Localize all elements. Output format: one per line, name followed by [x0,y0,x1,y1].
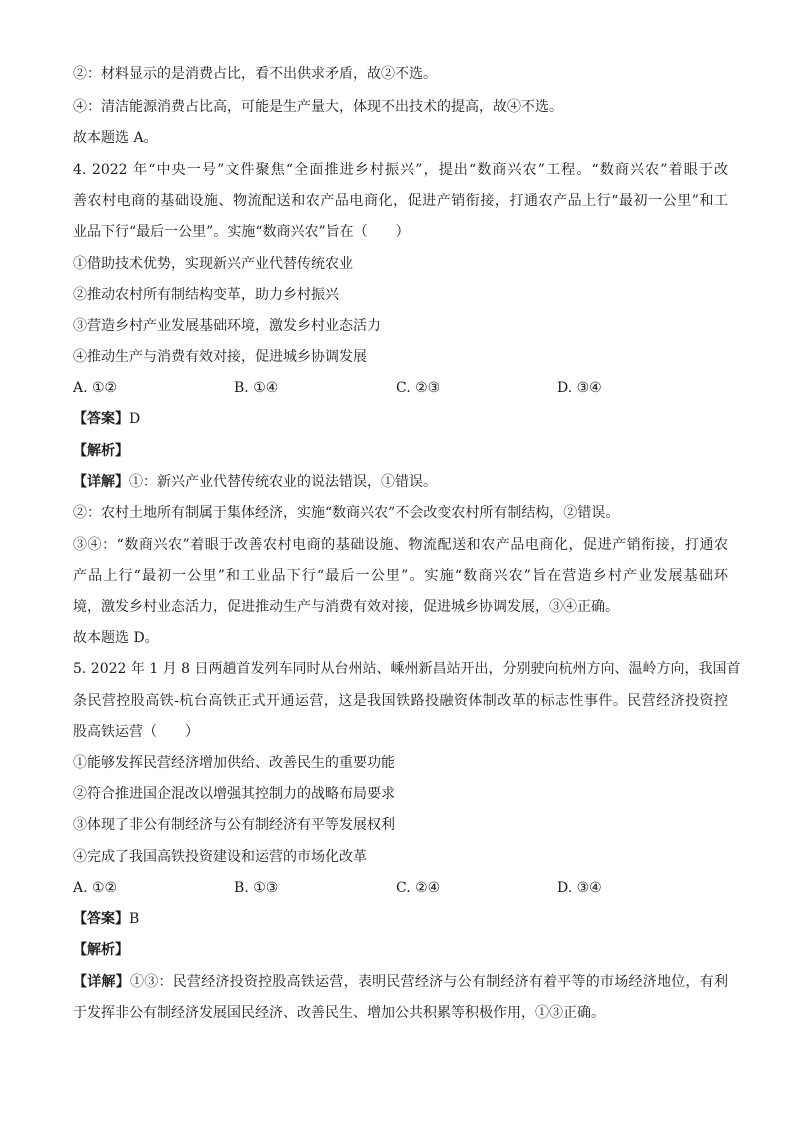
q4-option-a: A. ①② [73,380,118,396]
q4-answer-label: 【答案】 [73,411,129,427]
q5-statement-1: ①能够发挥民营经济增加供给、改善民生的重要功能 [73,755,395,771]
q5-statement-4: ④完成了我国高铁投资建设和运营的市场化改革 [73,849,367,865]
q4-detail-label: 【详解】 [73,474,129,490]
q5-stem-line-3: 股高铁运营（ ） [73,724,199,740]
q5-stem-line-2: 条民营控股高铁-杭台高铁正式开通运营，这是我国铁路投融资体制改革的标志性事件。民营经济投资控 [73,693,728,709]
q5-detail-line-2: 于发挥非公有制经济发展国民经济、改善民生、增加公共积累等积极作用，①③正确。 [73,1005,605,1021]
q4-detail-line-4: 产品上行“最初一公里”和工业品下行“最后一公里”。实施“数商兴农”旨在营造乡村产业发展基础环 [73,568,728,584]
q4-option-d: D. ③④ [557,380,602,396]
q5-detail-line-1 [73,972,728,992]
q5-answer [73,909,728,929]
q4-option-b: B. ①④ [234,380,279,396]
q4-detail-text-1: ①：新兴产业代替传统农业的说法错误，①错误。 [129,474,437,490]
q4-analysis-label: 【解析】 [73,443,129,459]
q5-option-c: C. ②④ [396,880,441,896]
q4-statement-4: ④推动生产与消费有效对接，促进城乡协调发展 [73,349,367,365]
q4-answer-value: D [129,411,141,427]
prev-analysis-line-2: ④：清洁能源消费占比高，可能是生产量大，体现不出技术的提高，故④不选。 [73,99,563,115]
prev-analysis-line-1: ②：材料显示的是消费占比，看不出供求矛盾，故②不选。 [73,66,437,82]
q4-detail-line-1 [73,472,728,492]
q4-statement-3: ③营造乡村产业发展基础环境，激发乡村业态活力 [73,318,381,334]
q4-stem-line-1: 4. 2022 年“中央一号”文件聚焦“全面推进乡村振兴”，提出“数商兴农”工程。“数商兴农”着眼于改 [73,162,728,178]
q4-detail-line-3: ③④：“数商兴农”着眼于改善农村电商的基础设施、物流配送和农产品电商化，促进产销衔接，打通农 [73,537,728,553]
q4-statement-2: ②推动农村所有制结构变革，助力乡村振兴 [73,287,339,303]
q5-detail-label: 【详解】 [73,974,130,990]
q4-stem-line-3: 业品下行“最后一公里”。实施“数商兴农”旨在（ ） [73,224,410,240]
q4-option-c: C. ②③ [396,380,441,396]
q4-detail-line-5: 境，激发乡村业态活力，促进推动生产与消费有效对接，促进城乡协调发展，③④正确。 [73,599,619,615]
q5-statement-3: ③体现了非公有制经济与公有制经济有平等发展权利 [73,817,395,833]
q5-answer-label: 【答案】 [73,911,129,927]
q5-option-b: B. ①③ [234,880,279,896]
q4-answer [73,409,728,429]
q4-conclusion: 故本题选 D。 [73,630,159,646]
q5-option-d: D. ③④ [557,880,602,896]
prev-conclusion: 故本题选 A。 [73,130,158,146]
q5-stem-line-1: 5. 2022 年 1 月 8 日两趟首发列车同时从台州站、嵊州新昌站开出，分别驶向杭州方向、温岭方向，我国首 [73,661,741,677]
q5-option-a: A. ①② [73,880,118,896]
q5-analysis-label: 【解析】 [73,942,129,958]
q5-detail-text-1: ①③：民营经济投资控股高铁运营，表明民营经济与公有制经济有着平等的市场经济地位，有利 [129,974,729,990]
q4-stem-line-2: 善农村电商的基础设施、物流配送和农产品电商化，促进产销衔接，打通农产品上行“最初一公里”和工 [73,193,728,209]
q4-detail-line-2: ②：农村土地所有制属于集体经济，实施“数商兴农”不会改变农村所有制结构，②错误。 [73,505,620,521]
q5-statement-2: ②符合推进国企混改以增强其控制力的战略布局要求 [73,786,395,802]
q5-answer-value: B [129,911,140,927]
q4-statement-1: ①借助技术优势，实现新兴产业代替传统农业 [73,256,353,272]
